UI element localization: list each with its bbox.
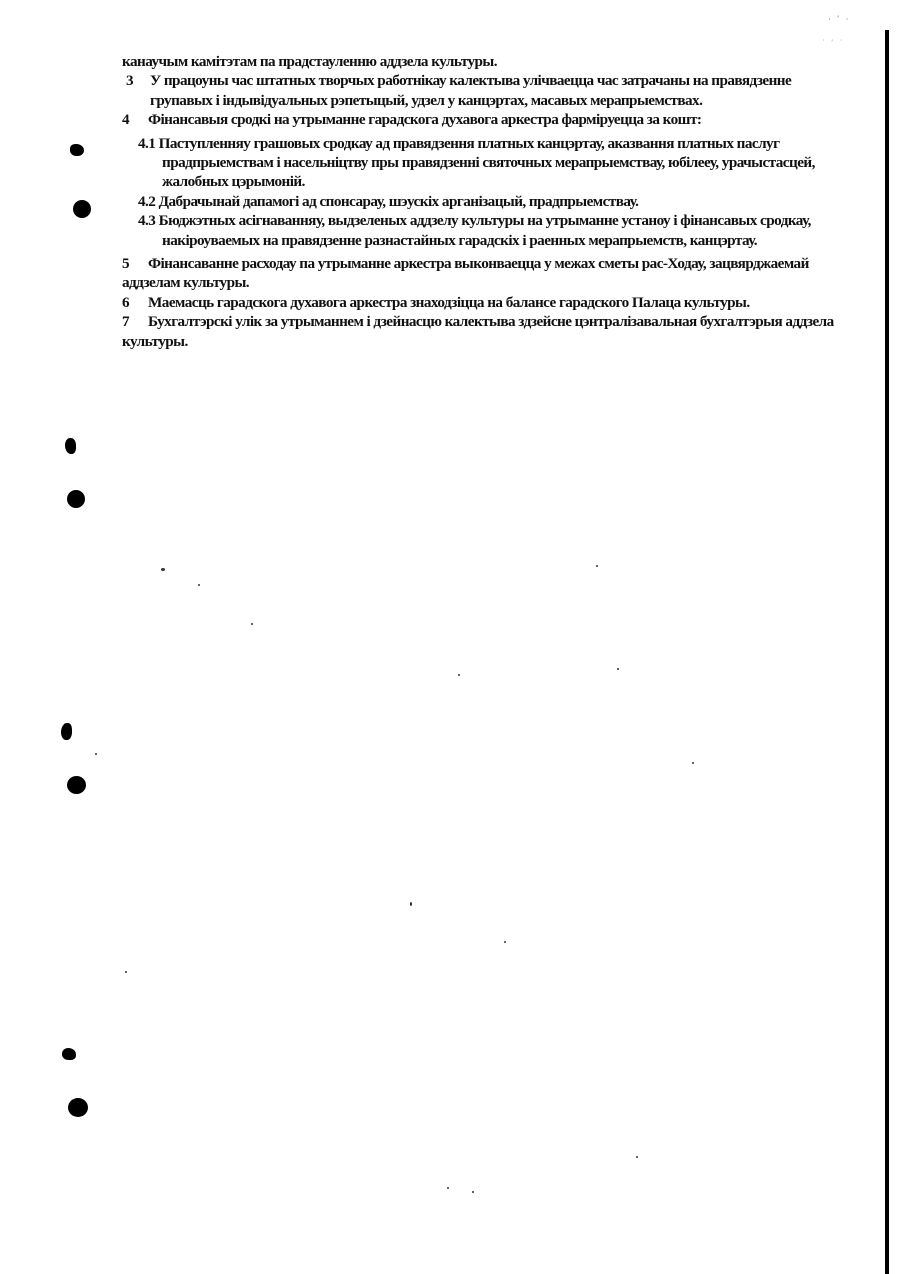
punch-hole	[67, 490, 85, 508]
item-number: 5	[122, 255, 130, 273]
list-item-3	[122, 71, 842, 110]
scan-speck	[692, 762, 694, 764]
list-item-5	[122, 254, 842, 293]
list-item-6	[122, 293, 842, 312]
punch-hole-mark	[65, 438, 76, 454]
item-text: Фінансавыя сродкі на утрыманне гарадскога духавога аркестра фарміруецца за кошт:	[148, 111, 702, 129]
scan-speck	[410, 902, 412, 906]
punch-hole-mark	[62, 1048, 76, 1060]
item-text: Маемасць гарадскога духавога аркестра знаходзіцца на балансе гарадского Палаца культуры.	[148, 293, 750, 311]
item-text: Бухгалтэрскі улік за утрыманнем і дзейнасцю калектыва здзейсне цэнтралізавальная бухгалтэрыя аддзела культуры.	[122, 313, 834, 350]
document-body	[122, 52, 842, 351]
list-item-4-3	[122, 211, 842, 250]
punch-hole-mark	[70, 144, 84, 156]
scan-speck	[636, 1156, 638, 1158]
scan-speck	[198, 584, 200, 586]
punch-hole	[68, 1098, 88, 1117]
scan-corner-specks-lower: ˙ ′ ˙	[822, 38, 845, 48]
list-item-4-2	[122, 192, 842, 211]
item-number: 3	[126, 72, 134, 90]
continuation-text: канаучым камітэтам па прадстауленню аддзела культуры.	[122, 53, 497, 70]
scan-speck	[447, 1187, 449, 1189]
list-item-4	[122, 110, 842, 129]
scan-speck	[161, 568, 165, 571]
continuation-line	[122, 52, 842, 71]
list-item-7	[122, 312, 842, 351]
item-number: 7	[122, 313, 130, 331]
item-text: Фінансаванне расходау па утрыманне аркестра выконваецца у межах сметы рас-Ходау, зацвярджаемай аддзелам культуры.	[122, 255, 809, 292]
scan-speck	[472, 1191, 474, 1193]
item-number: 4.2	[138, 192, 156, 210]
scan-speck	[504, 941, 506, 943]
item-number: 4.3	[138, 212, 156, 230]
scan-speck	[125, 971, 127, 973]
scan-speck	[617, 668, 619, 670]
scan-speck	[95, 753, 97, 755]
scan-speck	[458, 674, 460, 676]
item-text: Паступленняу грашовых сродкау ад правядзення платных канцэртау, аказвання платных паслуг прадпрыемствам і насельніцтву пры правядзенні святочных мерапрыемствау, юбілееу, урачыстасцей, жалобных цэрымоній.	[158, 134, 815, 191]
scan-edge-border	[885, 30, 889, 1274]
punch-hole	[67, 776, 86, 794]
punch-hole-mark	[61, 723, 72, 740]
item-text: У працоуны час штатных творчых работнікау калектыва улічваецца час затрачаны на правядзенне групавых і індывідуальных рэпетыцый, удзел у канцэртах, масавых мерапрыемствах.	[150, 72, 792, 109]
punch-hole	[73, 200, 91, 218]
scan-speck	[596, 565, 598, 567]
item-number: 4.1	[138, 134, 156, 152]
item-number: 4	[122, 111, 130, 129]
item-text: Бюджэтных асігнаванняу, выдзеленых аддзелу культуры на утрыманне устаноу і фінансавых сродкау, накіроуваемых на правядзенне разнастайных гарадскіх і раенных мерапрыемств, канцэртау.	[158, 212, 811, 249]
item-text: Дабрачынай дапамогі ад спонсарау, шэускіх арганізацый, прадпрыемствау.	[158, 192, 639, 210]
scan-corner-specks: · ′ ·	[828, 14, 851, 24]
item-number: 6	[122, 293, 130, 311]
scan-speck	[251, 623, 253, 625]
list-item-4-1	[122, 134, 842, 192]
